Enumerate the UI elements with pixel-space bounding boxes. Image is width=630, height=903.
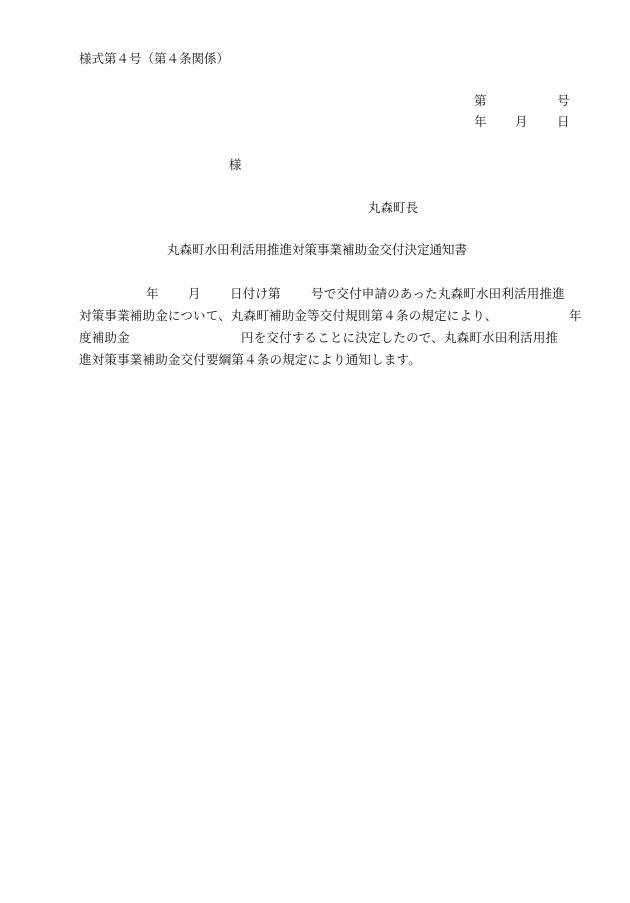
body-line-4 (79, 349, 585, 371)
body-line-4-text: 進対策事業補助金交付要綱第４条の規定により通知します。 (79, 352, 421, 367)
body-line-2 (79, 305, 585, 327)
form-number: 様式第４号（第４条関係） (79, 51, 230, 66)
date-month-label: 月 (515, 114, 528, 129)
doc-number-suffix: 号 (557, 93, 570, 108)
doc-number-prefix: 第 (474, 93, 487, 108)
date-year-label: 年 (474, 114, 487, 129)
document-title: 丸森町水田利活用推進対策事業補助金交付決定通知書 (167, 242, 468, 257)
body-amount-text: 円を交付することに決定したので、丸森町水田利活用推 (241, 330, 559, 345)
body-fiscal-year-label: 年 (569, 308, 582, 323)
body-subsidy-label: 度補助金 (79, 330, 130, 345)
date-day-label: 日 (557, 114, 570, 129)
body-year-label: 年 (146, 286, 159, 301)
addressee-honorific: 様 (229, 157, 242, 172)
body-paragraph (79, 283, 585, 371)
body-number-suffix-text: 号で交付申請のあった丸森町水田利活用推進 (311, 286, 565, 301)
body-line-3 (79, 327, 585, 349)
body-line-1 (79, 283, 585, 305)
issuer-name: 丸森町長 (368, 200, 419, 215)
body-month-label: 月 (188, 286, 201, 301)
body-line-2-text: 対策事業補助金について、丸森町補助金等交付規則第４条の規定により、 (79, 308, 498, 323)
body-date-number-label: 日付け第 (230, 286, 281, 301)
